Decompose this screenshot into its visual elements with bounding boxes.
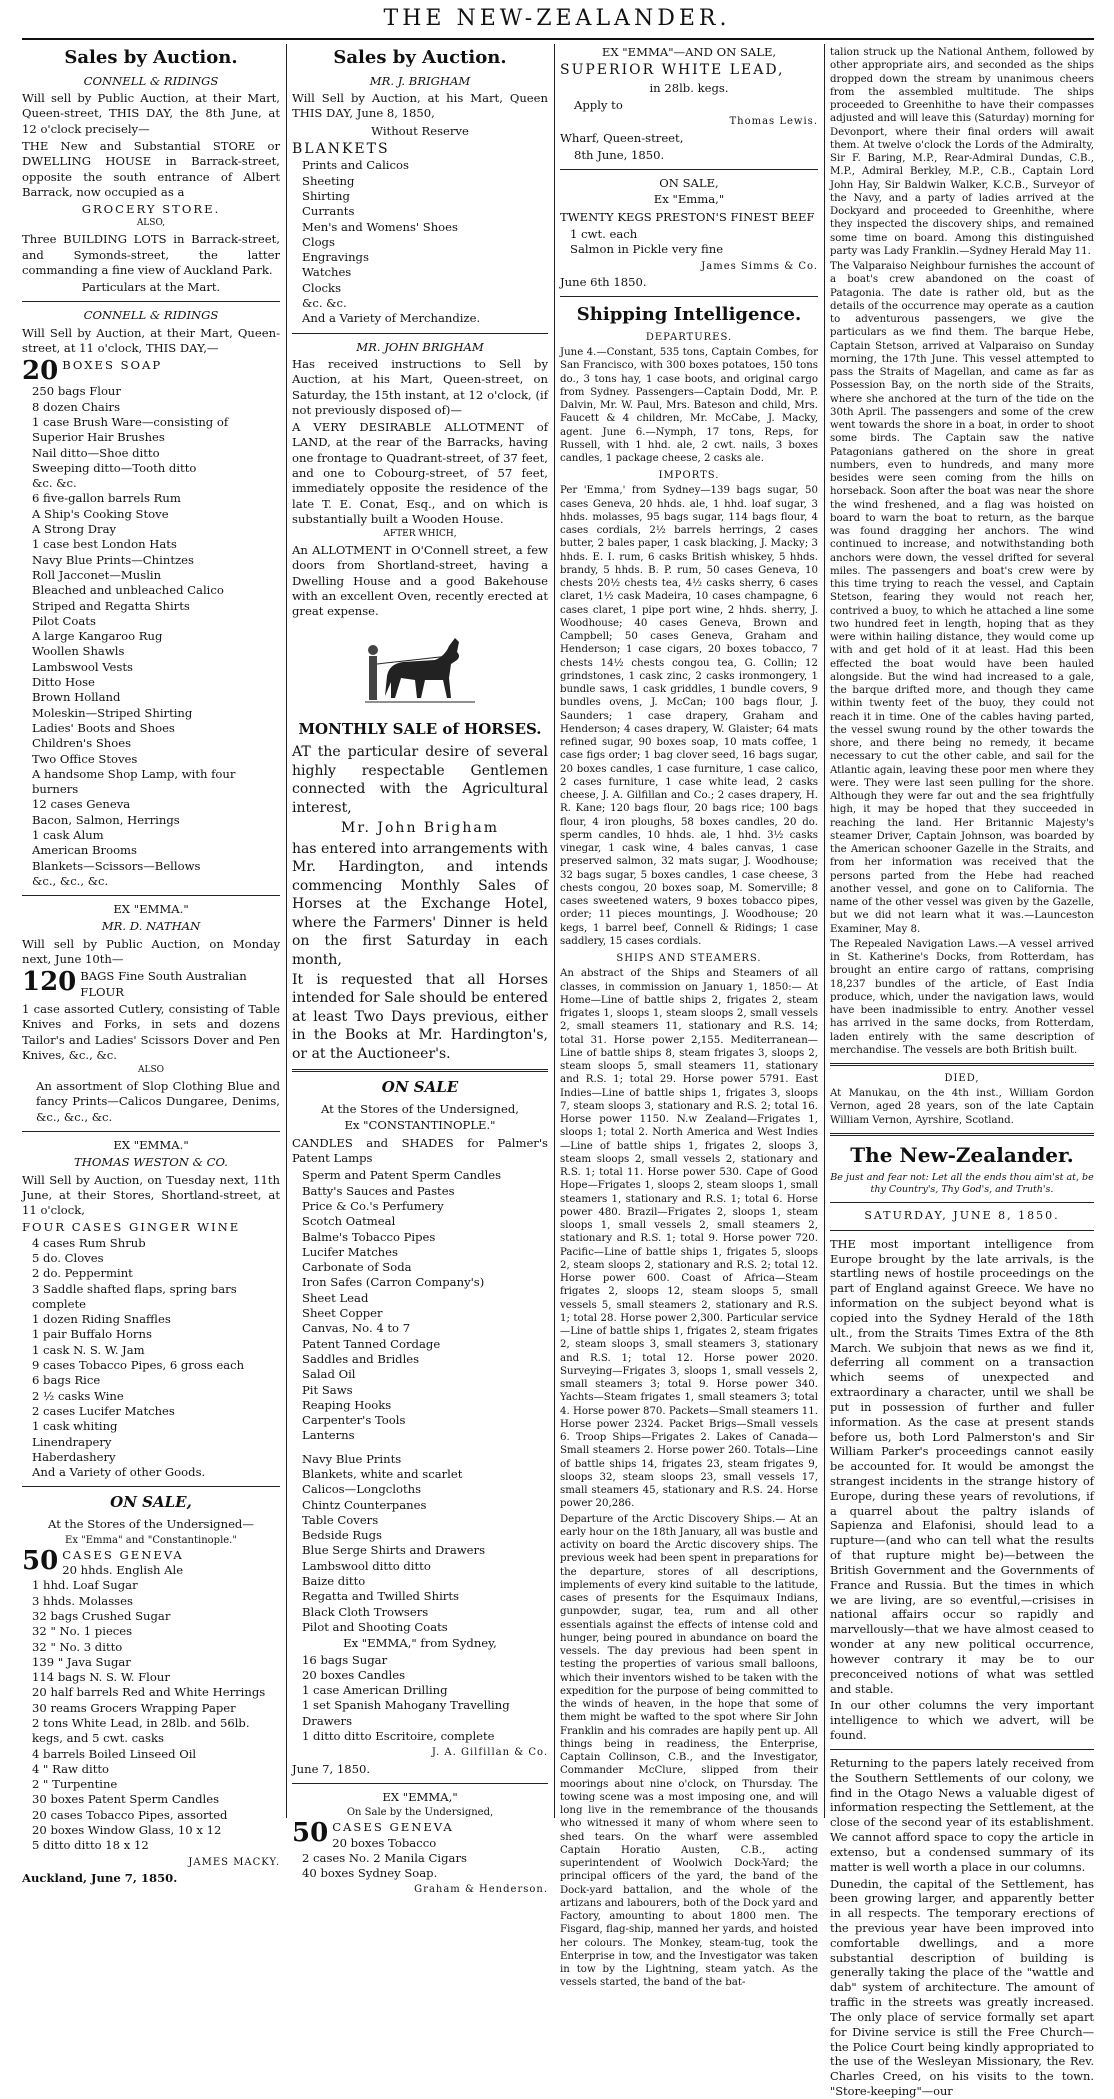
divider xyxy=(292,1069,548,1072)
list-item: 2 do. Peppermint xyxy=(32,1266,133,1281)
section-heading: Sales by Auction. xyxy=(333,47,507,68)
list-item: Prints and Calicos xyxy=(302,158,409,173)
divider xyxy=(22,1486,280,1487)
horses-title: MONTHLY SALE of HORSES. xyxy=(298,719,542,738)
list-item: 4 barrels Boiled Linseed Oil xyxy=(32,1746,197,1761)
list-item: 3 hhds. Molasses xyxy=(32,1593,133,1608)
list-item: 1 cask Alum xyxy=(32,827,104,842)
list-item: Watches xyxy=(302,265,352,280)
list-item: 250 bags Flour xyxy=(32,384,121,399)
list-item: Navy Blue Prints xyxy=(302,1451,402,1466)
list-item: Regatta and Twilled Shirts xyxy=(302,1589,459,1604)
item-list xyxy=(292,1653,548,1745)
subsection-heading: SHIPS AND STEAMERS. xyxy=(616,953,762,965)
newspaper-columns xyxy=(22,44,1095,2099)
list-item: Moleskin—Striped Shirting xyxy=(32,705,193,720)
divider xyxy=(830,1202,1094,1203)
list-item: 114 bags N. S. W. Flour xyxy=(32,1670,170,1685)
list-item: Carbonate of Soda xyxy=(302,1260,412,1275)
list-item: Woollen Shawls xyxy=(32,644,125,659)
list-item: Table Covers xyxy=(302,1512,379,1527)
advertiser-name: THOMAS WESTON & CO. xyxy=(74,1155,228,1170)
ad-body: A VERY DESIRABLE ALLOTMENT of LAND, at the rear of the Barracks, having one frontage to Quadrant-street, of 37 feet, and one to Cobourg-street, of 57 feet, immediately opposite the residence of the late T. E. Conat, Esq., and on which is substantially built a Wooden House. xyxy=(292,420,548,526)
list-item: Pilot and Shooting Coats xyxy=(302,1619,448,1634)
list-item: Sperm and Patent Sperm Candles xyxy=(302,1168,502,1183)
list-item: 1 set Spanish Mahogany Travelling Drawers xyxy=(302,1698,510,1728)
lead-item: CASES GENEVA xyxy=(332,1820,454,1835)
list-item: Linendrapery xyxy=(32,1434,112,1449)
on-sale-title: ON SALE, xyxy=(659,176,719,191)
list-item: Men's and Womens' Shoes xyxy=(302,219,458,234)
list-item: 4 " Raw ditto xyxy=(32,1761,110,1776)
advertiser-name: MR. D. NATHAN xyxy=(101,919,201,934)
list-item: Lambswool Vests xyxy=(32,659,133,674)
list-item: Batty's Sauces and Pastes xyxy=(302,1183,455,1198)
article-continued: talion struck up the National Anthem, followed by other appropriate airs, and seconded as the ships dropped down the stream by unanimous cheers from the assembled multitude. The ships proceeded to Greenhithe to have their compasses adjusted and will leave this (Saturday) morning for Devonport, where their final orders will await them. At twelve o'clock the Lords of the Admiralty, Sir F. Baring, M.P., Rear-Admiral Dundas, C.B., M.P., Admiral Berkley, M.P., C.B., Captain Lord John Hay, Sir Baldwin Walker, K.C.B., Surveyor of the Navy, and a party of ladies arrived at the Dockyard and proceeded to Greenhithe, where they inspected the discovery ships, and remained some time on board. Among this distinguished party was Lady Franklin.—Sydney Herald May 11. xyxy=(830,47,1095,257)
list-item: Baize ditto xyxy=(302,1574,366,1589)
divider xyxy=(830,1230,1094,1231)
divider xyxy=(830,1133,1094,1136)
ad-apply: Apply to xyxy=(574,98,623,113)
ad-sub: On Sale by the Undersigned, xyxy=(346,1807,494,1819)
item-list xyxy=(292,1168,548,1635)
lead-number: 50 xyxy=(292,1818,329,1849)
list-item: A Ship's Cooking Stove xyxy=(32,506,169,521)
column-divider xyxy=(824,44,825,1818)
divider xyxy=(22,301,280,302)
list-item: 20 boxes Window Glass, 10 x 12 xyxy=(32,1823,222,1838)
lead-item: TWENTY KEGS PRESTON'S FINEST BEEF xyxy=(560,209,815,224)
ad-date: June 7, 1850. xyxy=(292,1761,371,1776)
ad-note: Without Reserve xyxy=(371,123,469,138)
ad-date: Auckland, June 7, 1850. xyxy=(22,1870,178,1885)
item-list xyxy=(292,158,548,326)
list-item: 6 bags Rice xyxy=(32,1373,101,1388)
list-item: Bleached and unbleached Calico xyxy=(32,583,224,598)
list-item: Clocks xyxy=(302,280,342,295)
list-item: Balme's Tobacco Pipes xyxy=(302,1229,436,1244)
died-notice: At Manukau, on the 4th inst., William Gordon Vernon, aged 28 years, son of the late Captain William Vernon, Ayrshire, Scotland. xyxy=(830,1088,1094,1126)
signature: Graham & Henderson. xyxy=(414,1884,548,1896)
ex-ship: EX "EMMA," xyxy=(382,1789,458,1804)
list-item: Pilot Coats xyxy=(32,613,96,628)
list-item: 8 dozen Chairs xyxy=(32,399,121,414)
ad-intro: Has received instructions to Sell by Auction, at his Mart, Queen-street, on Saturday, the 15th instant, at 12 o'clock, (if not previously disposed of)— xyxy=(292,356,548,417)
horse-illustration-icon xyxy=(365,626,475,714)
divider xyxy=(830,1749,1094,1750)
died-heading: DIED, xyxy=(944,1073,980,1084)
item-list xyxy=(22,1236,280,1481)
ad-intro: Will sell by Public Auction, on Monday next, June 10th— xyxy=(22,936,280,967)
ad-sub: in 28lb. kegs. xyxy=(649,80,729,95)
navigation-laws-article: The Repealed Navigation Laws.—A vessel arrived in St. Katherine's Docks, from Rotterdam, has brought an entire cargo of rattans, comprising 18,237 bundles of the article, of East India produce, which, under the navigation laws, would have been inadmissible to entry. Another vessel has arrived in the same docks, from Rotterdam, laden entirely with the same description of merchandise. The vessels are both British built. xyxy=(830,938,1094,1056)
advertiser-name: CONNELL & RIDINGS xyxy=(83,73,219,88)
list-item: A large Kangaroo Rug xyxy=(32,629,163,644)
list-item: Carpenter's Tools xyxy=(302,1413,406,1428)
lead-number: 120 xyxy=(22,967,77,998)
ex-ship: Ex "EMMA," from Sydney, xyxy=(343,1636,497,1651)
imports-text: Per 'Emma,' from Sydney—139 bags sugar, 50 cases Geneva, 20 hhds. ale, 1 hhd. loaf sugar, 3 hhds. molasses, 95 bags sugar, 114 bags flour, 4 cases cordials, 2½ barrels herrings, 2 cases butter, 2 bales paper, 1 cask blacking, J. Macky; 3 hhds. E. I. rum, 6 casks British whiskey, 5 hhds. brandy, 5 hhds. B. P. rum, 50 cases Geneva, 10 chests 20½ chests tea, 4½ casks sherry, 6 cases claret, 1½ cask Madeira, 10 cases champagne, 6 cases claret, 1 pipe port wine, 2 hhds. sherry, J. Woodhouse; 40 cases Geneva, Brown and Campbell; 50 cases Geneva, Graham and Henderson; 1 case cigars, 20 boxes tobacco, 7 chests 14½ chests congou tea, G. Collin; 12 grindstones, 1 cask zinc, 2 casks ironmongery, 1 bundle saws, 1 cask griddles, 1 bundle covers, 9 bundles ovens, J. McCan; 100 bags flour, J. Saunders; 1 case drapery, Graham and Henderson; 4 cases drapery, W. Glaister; 64 mats refined sugar, 90 boxes soap, 10 mats coffee, 1 case figs order; 1 bag clover seed, 16 bags sugar, 20 boxes candles, 1 case furniture, 1 case calico, 2 cases furniture, 1 case white lead, 2 casks cheese, J. A. Gilfillan and Co.; 2 cases drapery, H. R. Kane; 120 bags flour, 20 bags rice; 100 bags flour, 4 iron ploughs, 58 boxes candles, 20 do. sperm candles, 10 hhds. ale, 1 hhd. 3½ casks vinegar, 1 cask wine, 4 bales canvas, 1 case preserved salmon, 32 mats sugar, J. Woodhouse; 32 bags sugar, 5 boxes candles, 1 case cheese, 3 chests congou, 20 boxes soap, M. Somerville; 8 cases sweetened waters, 9 boxes tobacco pipes, order; 11 pieces mountings, J. Woodhouse; 20 kegs, 1 barrel beef, Connell & Ridings; 1 case saddlery, 15 cases cordials. xyxy=(560,485,818,947)
list-item: Blankets—Scissors—Bellows xyxy=(32,858,201,873)
column-4 xyxy=(830,44,1095,2099)
horses-body: AT the particular desire of several highly respectable Gentlemen connected with the Agricultural interest, xyxy=(292,744,548,816)
list-item: 40 boxes Sydney Soap. xyxy=(302,1866,438,1881)
list-item: Pit Saws xyxy=(302,1382,353,1397)
ad-also: ALSO xyxy=(137,1065,165,1076)
list-item: Sheet Lead xyxy=(302,1290,369,1305)
list-item: Saddles and Bridles xyxy=(302,1351,420,1366)
list-item: 20 cases Tobacco Pipes, assorted xyxy=(32,1807,228,1822)
list-item: &c. &c. xyxy=(32,476,77,491)
subsection-heading: IMPORTS. xyxy=(658,470,720,482)
list-item: A handsome Shop Lamp, with four burners xyxy=(32,766,236,797)
list-item: 2 cases No. 2 Manila Cigars xyxy=(302,1850,467,1865)
list-item: 12 cases Geneva xyxy=(32,797,131,812)
column-1 xyxy=(22,44,280,1885)
list-item: 1 cask N. S. W. Jam xyxy=(32,1342,145,1357)
list-item: 1 ditto ditto Escritoire, complete xyxy=(302,1729,495,1744)
subsection-heading: DEPARTURES. xyxy=(645,331,733,343)
lead-number: 20 xyxy=(22,356,59,387)
list-item: Navy Blue Prints—Chintzes xyxy=(32,552,194,567)
item-list xyxy=(22,1563,280,1854)
list-item: 2 " Turpentine xyxy=(32,1777,118,1792)
list-item: Striped and Regatta Shirts xyxy=(32,598,190,613)
list-item: Ladies' Boots and Shoes xyxy=(32,720,175,735)
list-item: 1 case best London Hats xyxy=(32,537,177,552)
ad-body: Three BUILDING LOTS in Barrack-street, and Symonds-street, the latter commanding a fine view of Auckland Park. xyxy=(22,232,280,277)
advertiser-name: CONNELL & RIDINGS xyxy=(83,308,219,323)
list-item: 20 hhds. English Ale xyxy=(62,1563,184,1578)
signature: J. A. Gilfillan & Co. xyxy=(431,1747,548,1759)
column-3 xyxy=(560,44,818,1989)
divider xyxy=(292,333,548,334)
departures-text: June 4.—Constant, 535 tons, Captain Combes, for San Francisco, with 300 boxes potatoes, 150 tons do., 3 tons hay, 1 case boots, and original cargo from Sydney. Passengers—Captain Dodd, Mr. P. Dalvin, Mr. W. Paul, Mrs. Bateson and child, Mrs. Faucett & 4 children, Mr. McCabe, J. Macky, agent. June 6.—Nymph, 17 tons, Reps, for Russell, with 1 hhd. ale, 2 cwt. nails, 3 boxes candles, 1 package cheese, 2 casks ale. xyxy=(560,347,818,465)
leader-paragraph: Dunedin, the capital of the Settlement, has been growing larger, and apparently better in all respects. The temporary erections of the previous year have been improved into comfortable dwellings, and a more substantial description of building is generally taking the place of the "wattle and dab" system of architecture. The amount of traffic in the streets was greatly increased. The only place of service formally set apart for Divine service is still the Free Church—the Police Court being kindly appropriated to the use of the Wesleyan Missionary, the Rev. Charles Creed, on his visits to the town. "Store-keeping"—our xyxy=(830,1876,1094,2099)
ad-intro: Will Sell by Auction, on Tuesday next, 11th June, at their Stores, Shortland-street, at 11 o'clock, xyxy=(22,1172,280,1218)
column-2 xyxy=(292,44,548,1896)
divider xyxy=(22,895,280,896)
list-item: Haberdashery xyxy=(32,1449,116,1464)
issue-date: SATURDAY, JUNE 8, 1850. xyxy=(864,1209,1060,1223)
ad-intro: Will Sell by Auction, at their Mart, Queen-street, at 11 o'clock, THIS DAY,— xyxy=(22,325,280,356)
list-item: 139 " Java Sugar xyxy=(32,1654,131,1669)
list-item: Ditto Hose xyxy=(32,675,95,690)
list-item: Bedside Rugs xyxy=(302,1528,382,1543)
on-sale-title: ON SALE, xyxy=(110,1493,192,1512)
signature: Thomas Lewis. xyxy=(729,116,818,128)
list-item: Reaping Hooks xyxy=(302,1397,392,1412)
ad-also: ALSO, xyxy=(136,218,166,229)
ad-sub: At the Stores of the Undersigned, xyxy=(320,1102,519,1117)
list-item: 30 boxes Patent Sperm Candles xyxy=(32,1792,220,1807)
list-item: 32 bags Crushed Sugar xyxy=(32,1608,171,1623)
divider xyxy=(292,1783,548,1784)
ad-body: THE New and Substantial STORE or DWELLING HOUSE in Barrack-street, opposite the south entrance of Albert Barrack, now occupied as a xyxy=(22,138,280,199)
list-item: Iron Safes (Carron Company's) xyxy=(302,1275,485,1290)
lead-item: BOXES SOAP xyxy=(62,358,163,373)
arctic-text: Departure of the Arctic Discovery Ships.— At an early hour on the 18th January, all was bustle and activity on board the Arctic discovery ships. The previous week had been spent in preparations for the departure, stores of all descriptions, implements of every kind suitable to the latitude, cases of presents for the Esquimaux Indians, gunpowder, sugar, tea, rum and all other essentials against the effects of intense cold and hunger, being poured in abundance on board the vessels. The day previous had been spent in testing the properties of various small balloons, which their inventors wished to be taken with the expedition for the purpose of being committed to the winds of heaven, in the hope that some of them might be wafted to the spot where Sir John Franklin and his comrades are hapily pent up. All things being in readiness, the Enterprise, Captain Collinson, C.B., and the Investigator, Commander McClure, slipped from their moorings about nine o'clock, on Thursday. The towing scene was a most imposing one, and will long live in the remembrance of the thousands who witnessed it many of whom where seen to shed tears. On the wharf were assembled Captain Horatio Austen, C.B., acting superintendent of Woolwich Dock-Yard; the principal officers of the yard, the band of the Dock-yard battalion, and the whole of the artizans and labourers, both of the Dock yard and Factory, amounting to about 1800 men. The Fisgard, flag-ship, manned her yards, and hoisted her colours. The Monkey, steam-tug, took the Enterprise in tow, and the Investigator was taken in tow by the Lightning, steam yatch. As the vessels started, the band of the bat- xyxy=(560,1513,818,1989)
leader-paragraph: In our other columns the very important intelligence to which we advert, will be found. xyxy=(830,1698,1094,1743)
ad-body: An ALLOTMENT in O'Connell street, a few doors from Shortland-street, having a Dwelling House and a good Bakehouse with an excellent Oven, recently erected at great expense. xyxy=(292,543,548,619)
signature: JAMES MACKY. xyxy=(188,1856,280,1868)
list-item: Roll Jacconet—Muslin xyxy=(32,567,162,582)
list-item: 1 cwt. each xyxy=(570,227,638,242)
list-item: 2 ½ casks Wine xyxy=(32,1388,124,1403)
list-item: &c., &c., &c. xyxy=(32,873,109,888)
divider xyxy=(560,169,818,170)
motto: Be just and fear not: Let all the ends thou aim'st at, be thy Country's, Thy God's, and Truth's. xyxy=(830,1171,1094,1196)
list-item: Shirting xyxy=(302,189,350,203)
list-item: 2 cases Lucifer Matches xyxy=(32,1403,175,1418)
horses-body: has entered into arrangements with Mr. Hardington, and intends commencing Monthly Sales of Horses at the Exchange Hotel, where the Farmers' Dinner is held on the first Saturday in each month, xyxy=(292,840,548,968)
list-item: 1 cask whiting xyxy=(32,1419,118,1434)
list-item: 32 " No. 3 ditto xyxy=(32,1639,123,1654)
list-item: Lambswool ditto ditto xyxy=(302,1558,431,1573)
ex-ship: Ex "Emma" and "Constantinople." xyxy=(65,1534,237,1546)
list-item: 4 cases Rum Shrub xyxy=(32,1235,146,1250)
advertiser-name: MR. J. BRIGHAM xyxy=(369,73,471,88)
list-item: American Brooms xyxy=(32,843,138,858)
masthead-rule xyxy=(22,38,1094,40)
lead-item: SUPERIOR WHITE LEAD, xyxy=(560,62,785,79)
list-item: Currants xyxy=(302,204,355,219)
list-item: Salmon in Pickle very fine xyxy=(570,242,724,257)
list-item: Sheeting xyxy=(302,173,355,188)
list-item: 1 case Brush Ware—consisting of xyxy=(32,414,229,429)
list-item: 20 boxes Candles xyxy=(302,1667,406,1682)
ad-body: 1 case assorted Cutlery, consisting of Table Knives and Forks, in sets and dozens Tailor's and Ladies' Scissors Dover and Pen Knives, &c., &c. xyxy=(22,1001,280,1062)
ex-ship: EX "EMMA." xyxy=(113,1137,189,1152)
list-item: 20 half barrels Red and White Herrings xyxy=(32,1685,266,1700)
ad-note: Particulars at the Mart. xyxy=(81,280,221,295)
list-item: Canvas, No. 4 to 7 xyxy=(302,1321,411,1336)
lead-item: CANDLES and SHADES for Palmer's Patent Lamps xyxy=(292,1135,548,1166)
list-item: Sweeping ditto—Tooth ditto xyxy=(32,460,197,475)
list-item: Engravings xyxy=(302,250,369,265)
list-item: Nail ditto—Shoe ditto xyxy=(32,445,160,460)
lead-item: BAGS Fine South Australian FLOUR xyxy=(80,969,247,999)
list-item: 30 reams Grocers Wrapping Paper xyxy=(32,1700,236,1715)
masthead: THE NEW-ZEALANDER. xyxy=(383,6,731,31)
on-sale-title: ON SALE xyxy=(381,1078,459,1097)
list-item: Price & Co.'s Perfumery xyxy=(302,1198,444,1213)
list-item: 2 tons White Lead, in 28lb. and 56lb. kegs, and 5 cwt. casks xyxy=(32,1715,250,1746)
ad-body: An assortment of Slop Clothing Blue and fancy Prints—Calicos Dungaree, Denims, &c., &c., &c. xyxy=(36,1079,280,1124)
ad-sub: At the Stores of the Undersigned— xyxy=(48,1517,254,1532)
lead-item: BLANKETS xyxy=(292,140,390,157)
list-item: Lanterns xyxy=(302,1428,355,1443)
list-item: 1 dozen Riding Snaffles xyxy=(32,1312,171,1327)
list-item: Calicos—Longcloths xyxy=(302,1482,422,1497)
divider xyxy=(560,296,818,297)
ad-emphasis: GROCERY STORE. xyxy=(81,202,221,217)
list-item: Scotch Oatmeal xyxy=(302,1214,396,1229)
list-item: 16 bags Sugar xyxy=(302,1652,388,1667)
list-item: Clogs xyxy=(302,234,335,249)
list-item: Sheet Copper xyxy=(302,1306,383,1321)
list-item: Black Cloth Trowsers xyxy=(302,1604,429,1619)
horses-body: It is requested that all Horses intended for Sale should be entered at least Two Days previous, either in the Books at Mr. Hardington's, or at the Auctioneer's. xyxy=(292,972,548,1062)
list-item: Brown Holland xyxy=(32,690,121,705)
list-item: Blankets, white and scarlet xyxy=(302,1466,463,1481)
horses-name: Mr. John Brigham xyxy=(341,820,499,837)
leader-paragraph: THE most important intelligence from Europe brought by the late arrivals, is the startling news of hostile proceedings on the part of England against Greece. We have no information on the subject beyond what is copied into the Sydney Herald of the 18th ult., from the Straits Times Extra of the 8th March. We subjoin that news as we find it, deferring all comment on a transaction which seems of unexpected and extraordinary a character, until we shall be put in possession of further and fuller information. As the case at present stands before us, both Lord Palmerston's and Sir William Parker's proceedings cannot easily be accounted for. It would be amongst the strangest incidents in the strange history of Europe, during these years of revolutions, if a quarrel about the paltry islands of Sapienza and Elafonisi, should lead to a rupture—(and who can tell what the results of that rupture might be)—between the British Government and the Governments of France and Russia. But the times in which we are living, are so eventful,—crisises in national affairs occur so rapidly and marvellously—that we have almost ceased to wonder at any new political occurrence, however contrary it may be to our preconceived notions of what was settled and stable. xyxy=(830,1236,1094,1696)
list-item: Lucifer Matches xyxy=(302,1244,398,1259)
list-item: Bacon, Salmon, Herrings xyxy=(32,812,180,827)
ad-address: Wharf, Queen-street, xyxy=(560,130,684,145)
list-item: A Strong Dray xyxy=(32,522,117,537)
ex-ship: Ex "CONSTANTINOPLE." xyxy=(344,1118,496,1133)
list-item: 1 hhd. Loaf Sugar xyxy=(32,1578,138,1593)
lead-item: FOUR CASES GINGER WINE xyxy=(22,1220,241,1235)
list-item: 9 cases Tobacco Pipes, 6 gross each xyxy=(32,1358,245,1373)
section-heading: Shipping Intelligence. xyxy=(576,304,802,326)
list-item: Two Office Stoves xyxy=(32,751,138,766)
ad-after: AFTER WHICH, xyxy=(383,529,457,540)
list-item: Chintz Counterpanes xyxy=(302,1497,427,1512)
column-divider xyxy=(286,44,287,1818)
list-item: 6 five-gallon barrels Rum xyxy=(32,491,181,506)
ad-intro: Will Sell by Auction, at his Mart, Queen THIS DAY, June 8, 1850, xyxy=(292,91,548,121)
advertiser-name: MR. JOHN BRIGHAM xyxy=(356,339,484,354)
divider xyxy=(830,1063,1094,1066)
list-item: 1 pair Buffalo Horns xyxy=(32,1327,152,1342)
list-item: 1 case American Drilling xyxy=(302,1683,448,1698)
ex-ship: EX "EMMA"—AND ON SALE, xyxy=(601,45,777,59)
column-divider xyxy=(554,44,555,1818)
list-item: 20 boxes Tobacco xyxy=(332,1835,437,1850)
paper-title: The New-Zealander. xyxy=(850,1142,1074,1167)
signature: James Simms & Co. xyxy=(701,260,818,272)
list-item: Patent Tanned Cordage xyxy=(302,1336,441,1351)
ships-text: An abstract of the Ships and Steamers of all classes, in commission on January 1, 1850:— At Home—Line of battle ships 2, frigates 2, steam frigates 1, sloops 1, steam sloops 2, small vessels 2, small steamers 11, stationary and R.S. 14; total 31. Horse power 2,155. Mediterranean—Line of battle ships 8, steam frigates 3, sloops 2, steam sloops 5, small steamers 11, stationary and R.S. 1; total 29. Horse power 5791. East Indies—Line of battle ships 1, frigates 3, sloops 7, steam sloops 3, stationary and R.S. 2; total 16. Horse power 1150. N.w Zealand—Frigates 1, sloops 1; total 2. North America and West Indies—Line of battle ships 1, frigates 2, sloops 3, steam sloops 2, small vessels 2, stationary and R.S. 1; total 11. Horse power 530. Cape of Good Hope—Frigates 1, sloops 2, steam sloops 1, small steamers 1, stationary and R.S. 1; total 6. Horse power 480. Brazil—Frigates 2, sloops 1, steam sloops 1, small vessels 2, small steamers 2, stationary and R.S. 1; total 9. Horse power 720. Pacific—Line of battle ships 1, frigates 5, sloops 2, steam sloops 2, stationary and R.S. 2; total 12. Horse power 600. Coast of Africa—Steam frigates 2, sloops 12, steam sloops 5, small vessels 5, small steamers 2, stationary and R.S. 1; total 28. Horse power 2,300. Particular service—Line of battle ships 1, frigates 2, steam frigates 2, steam sloops 3, small steamers 3, stationary and R.S. 1; total 12. Horse power 2020. Surveying—Frigates 3, sloops 1, small vessels 2, small steamers 3; total 9. Horse power 340. Yachts—Steam frigates 1, small steamers 3; total 4. Horse power 870. Packets—Small steamers 11. Horse power 2324. Packet Brigs—Small vessels 6. Troop Ships—Frigates 2. Lakes of Canada—Small steamers 2. Horse power 260. Totals—Line of battle ships 14, frigates 23, steam frigates 9, sloops 32, steam sloops 23, small vessels 17, small steamers 45, stationary and R.S. 24. Horse power 20,286. xyxy=(560,968,818,1510)
list-item: 5 ditto ditto 18 x 12 xyxy=(32,1838,149,1853)
divider xyxy=(22,1131,280,1132)
leader-paragraph: Returning to the papers lately received from the Southern Settlements of our colony, we find in the Otago News a valuable digest of information respecting the Settlement, at the close of the second year of its establishment. We cannot afford space to copy the article in extenso, but a condensed summary of its matter is well worth a place in our columns. xyxy=(830,1755,1094,1874)
item-list xyxy=(292,1836,548,1882)
list-item: And a Variety of other Goods. xyxy=(32,1465,206,1480)
ad-date: June 6th 1850. xyxy=(560,274,647,289)
ex-ship: Ex "Emma," xyxy=(653,192,725,207)
item-list xyxy=(22,384,280,889)
list-item: Children's Shoes xyxy=(32,736,132,751)
ex-ship: EX "EMMA." xyxy=(113,902,189,917)
section-heading: Sales by Auction. xyxy=(64,47,238,68)
ad-date: 8th June, 1850. xyxy=(574,147,665,162)
lead-item: CASES GENEVA xyxy=(62,1547,184,1562)
list-item: And a Variety of Merchandize. xyxy=(302,311,481,326)
list-item: Salad Oil xyxy=(302,1367,356,1382)
list-item: &c. &c. xyxy=(302,296,347,311)
list-item: Superior Hair Brushes xyxy=(32,430,165,445)
ad-intro: Will sell by Public Auction, at their Mart, Queen-street, THIS DAY, the 8th June, at 12 o'clock precisely— xyxy=(22,91,280,136)
list-item: Blue Serge Shirts and Drawers xyxy=(302,1543,486,1558)
valparaiso-article: The Valparaiso Neighbour furnishes the account of a boat's crew abandoned on the coast of Patagonia. The date is rather old, but as the details of the occurrence may operate as a caution to adventurous passengers, we give the particulars as we find them. The barque Hebe, Captain Stetson, arrived at Valparaiso on Sunday morning, the 17th June. This vessel attempted to pass the Straits of Magellan, and came as far as Possession Bay, on the north side of the Straits, where she anchored at the turn of the tide on the 30th April. The passengers and some of the crew went towards the shore in a boat, in order to shoot some birds. The Captain saw the native Patagonians gathered on the shore in great numbers, even to hundreds, and many more besides were seen coming from the hills on horseback. Soon after the boat was near the shore the wind freshened, and a flag was hoisted on board to warn the boat to return, as the barque was found dragging her anchors. The wind continued to increase, and notwithstanding both anchors were down, the vessel drifted for several miles. The passengers and boat's crew were by this time trying to reach the vessel, and Captain Stetson, fearing they would not reach her, contrived a buoy, to which he attached a line some two hundred feet in length, hoping that as they were within hailing distance, they would come up with and get hold of it at least. Had this been effected the boat would have been hauled alongside. But the wind had increased to a gale, the barque drifted more, and though they came within twenty feet of the buoy, they could not reach it in time. One of the cables having parted, the vessel swung round by the other towards the shore, and there being no remedy, it became necessary to cut the other cable, and sail for the Atlantic again, leaving these poor men where they were. They were last seen pulling for the shore. Although they were far out and the sea frightfully high, it may be hoped that they succeeded in reaching the land. Her Britannic Majesty's steamer Driver, Captain Johnson, was boarded by the American schooner Gazelle in the Straits, and from her information was received that the persons parted from the Hebe had reached another vessel, and gone on to California. The name of the other vessel was given by the Gazelle, but we did not learn what it was.—Launceston Examiner, May 8. xyxy=(830,261,1094,935)
lead-number: 50 xyxy=(22,1545,59,1576)
list-item: 32 " No. 1 pieces xyxy=(32,1624,133,1639)
list-item: 3 Saddle shafted flaps, spring bars complete xyxy=(32,1281,237,1311)
list-item: 5 do. Cloves xyxy=(32,1250,104,1265)
